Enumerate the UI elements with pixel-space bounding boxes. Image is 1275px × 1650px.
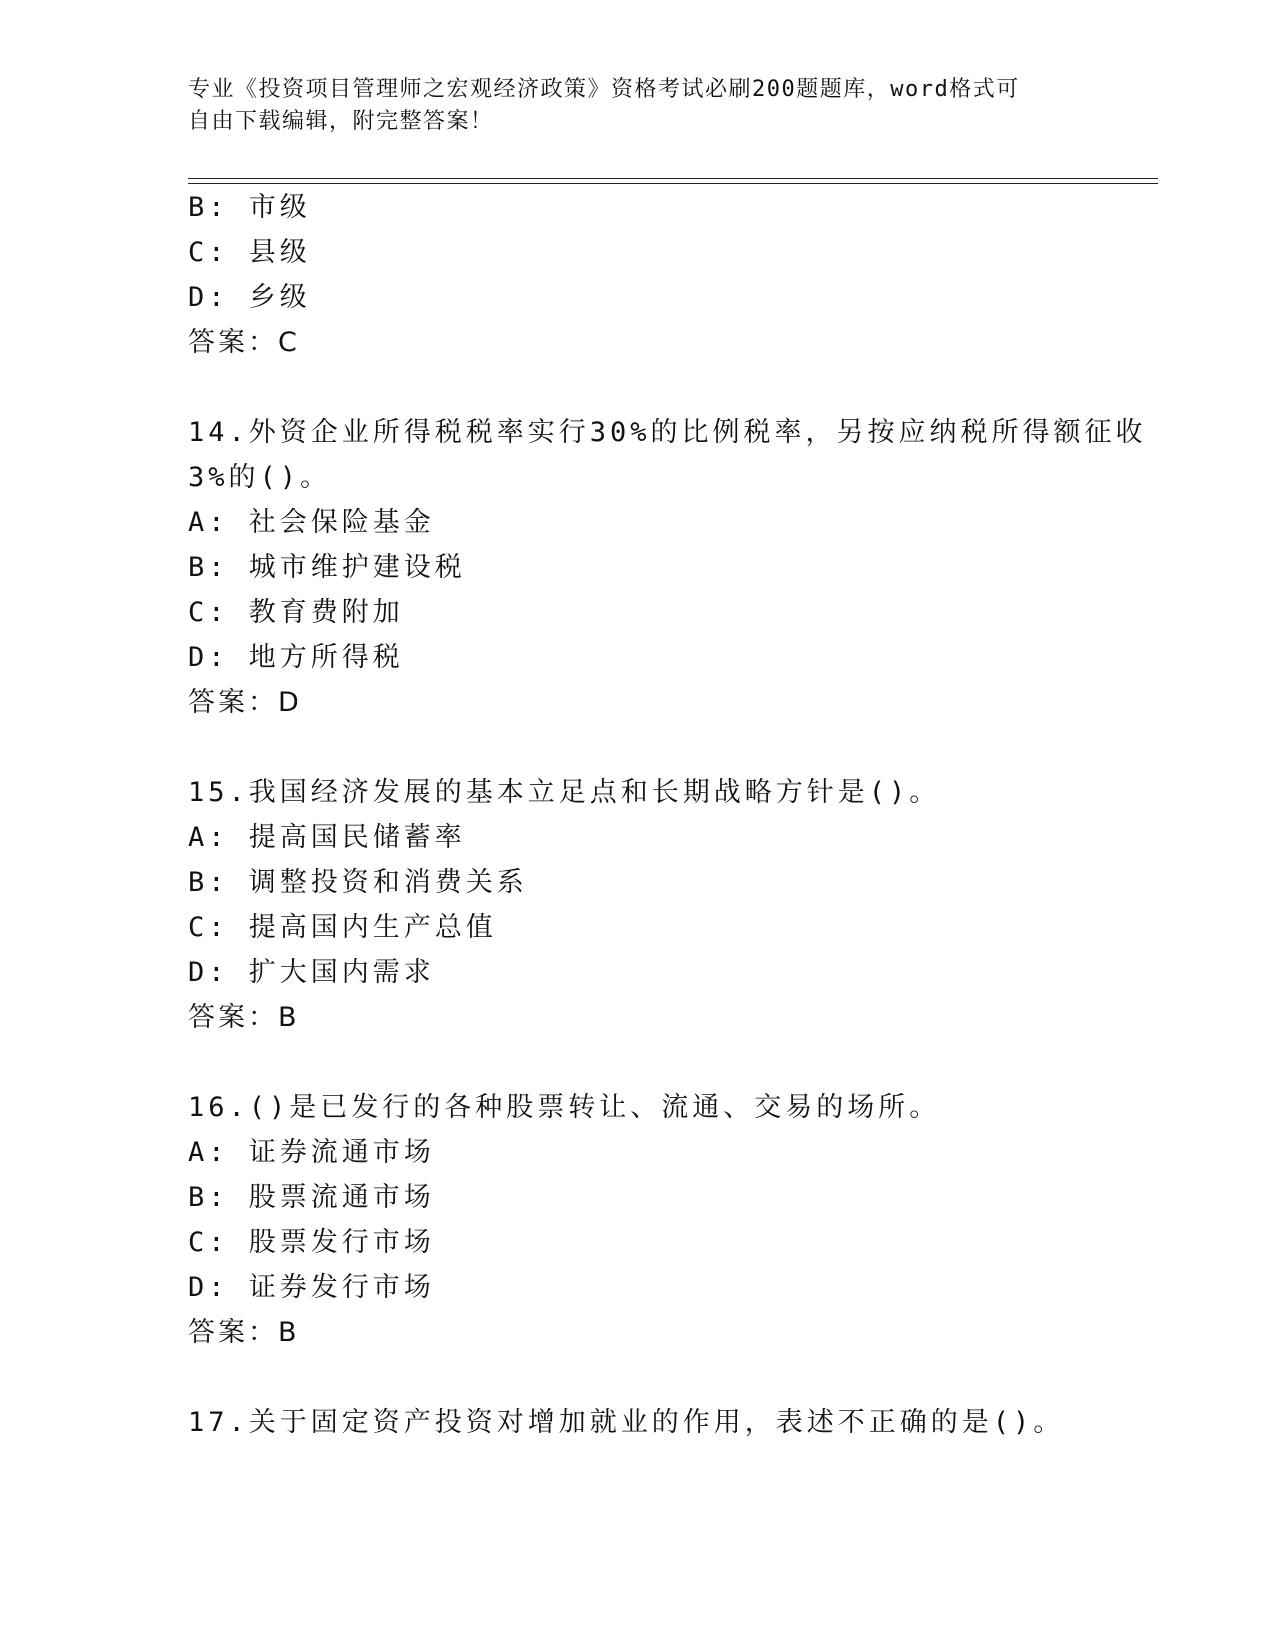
q16-option-d: D: 证券发行市场 — [188, 1272, 435, 1303]
q14-question-line-1: 14.外资企业所得税税率实行30%的比例税率，另按应纳税所得额征收 — [188, 417, 1147, 448]
q16-answer: 答案：B — [188, 1317, 300, 1348]
q14-option-b: B: 城市维护建设税 — [188, 552, 466, 583]
q15-option-a: A: 提高国民储蓄率 — [188, 822, 466, 853]
q13-option-c: C: 县级 — [188, 237, 311, 268]
q15-answer: 答案：B — [188, 1002, 300, 1033]
q16-option-c: C: 股票发行市场 — [188, 1227, 435, 1258]
q15-question: 15.我国经济发展的基本立足点和长期战略方针是()。 — [188, 777, 941, 808]
q14-option-a: A: 社会保险基金 — [188, 507, 435, 538]
header-divider-top — [188, 178, 1158, 179]
q13-answer: 答案：C — [188, 327, 300, 358]
document-header — [188, 74, 1068, 138]
q13-option-d: D: 乡级 — [188, 282, 311, 313]
header-line-2: 自由下载编辑，附完整答案！ — [188, 109, 494, 134]
q16-option-b: B: 股票流通市场 — [188, 1182, 435, 1213]
q15-option-d: D: 扩大国内需求 — [188, 957, 435, 988]
q14-option-d: D: 地方所得税 — [188, 642, 404, 673]
q15-option-c: C: 提高国内生产总值 — [188, 912, 497, 943]
q14-question-line-2: 3%的()。 — [188, 462, 332, 493]
header-divider-bottom — [188, 183, 1158, 184]
q16-option-a: A: 证券流通市场 — [188, 1137, 435, 1168]
header-line-1: 专业《投资项目管理师之宏观经济政策》资格考试必刷200题题库，word格式可 — [188, 77, 1020, 102]
q15-option-b: B: 调整投资和消费关系 — [188, 867, 528, 898]
q13-option-b: B: 市级 — [188, 192, 311, 223]
q14-option-c: C: 教育费附加 — [188, 597, 404, 628]
q14-answer: 答案：D — [188, 687, 302, 718]
q16-question: 16.()是已发行的各种股票转让、流通、交易的场所。 — [188, 1092, 941, 1123]
q17-question: 17.关于固定资产投资对增加就业的作用，表述不正确的是()。 — [188, 1407, 1065, 1438]
